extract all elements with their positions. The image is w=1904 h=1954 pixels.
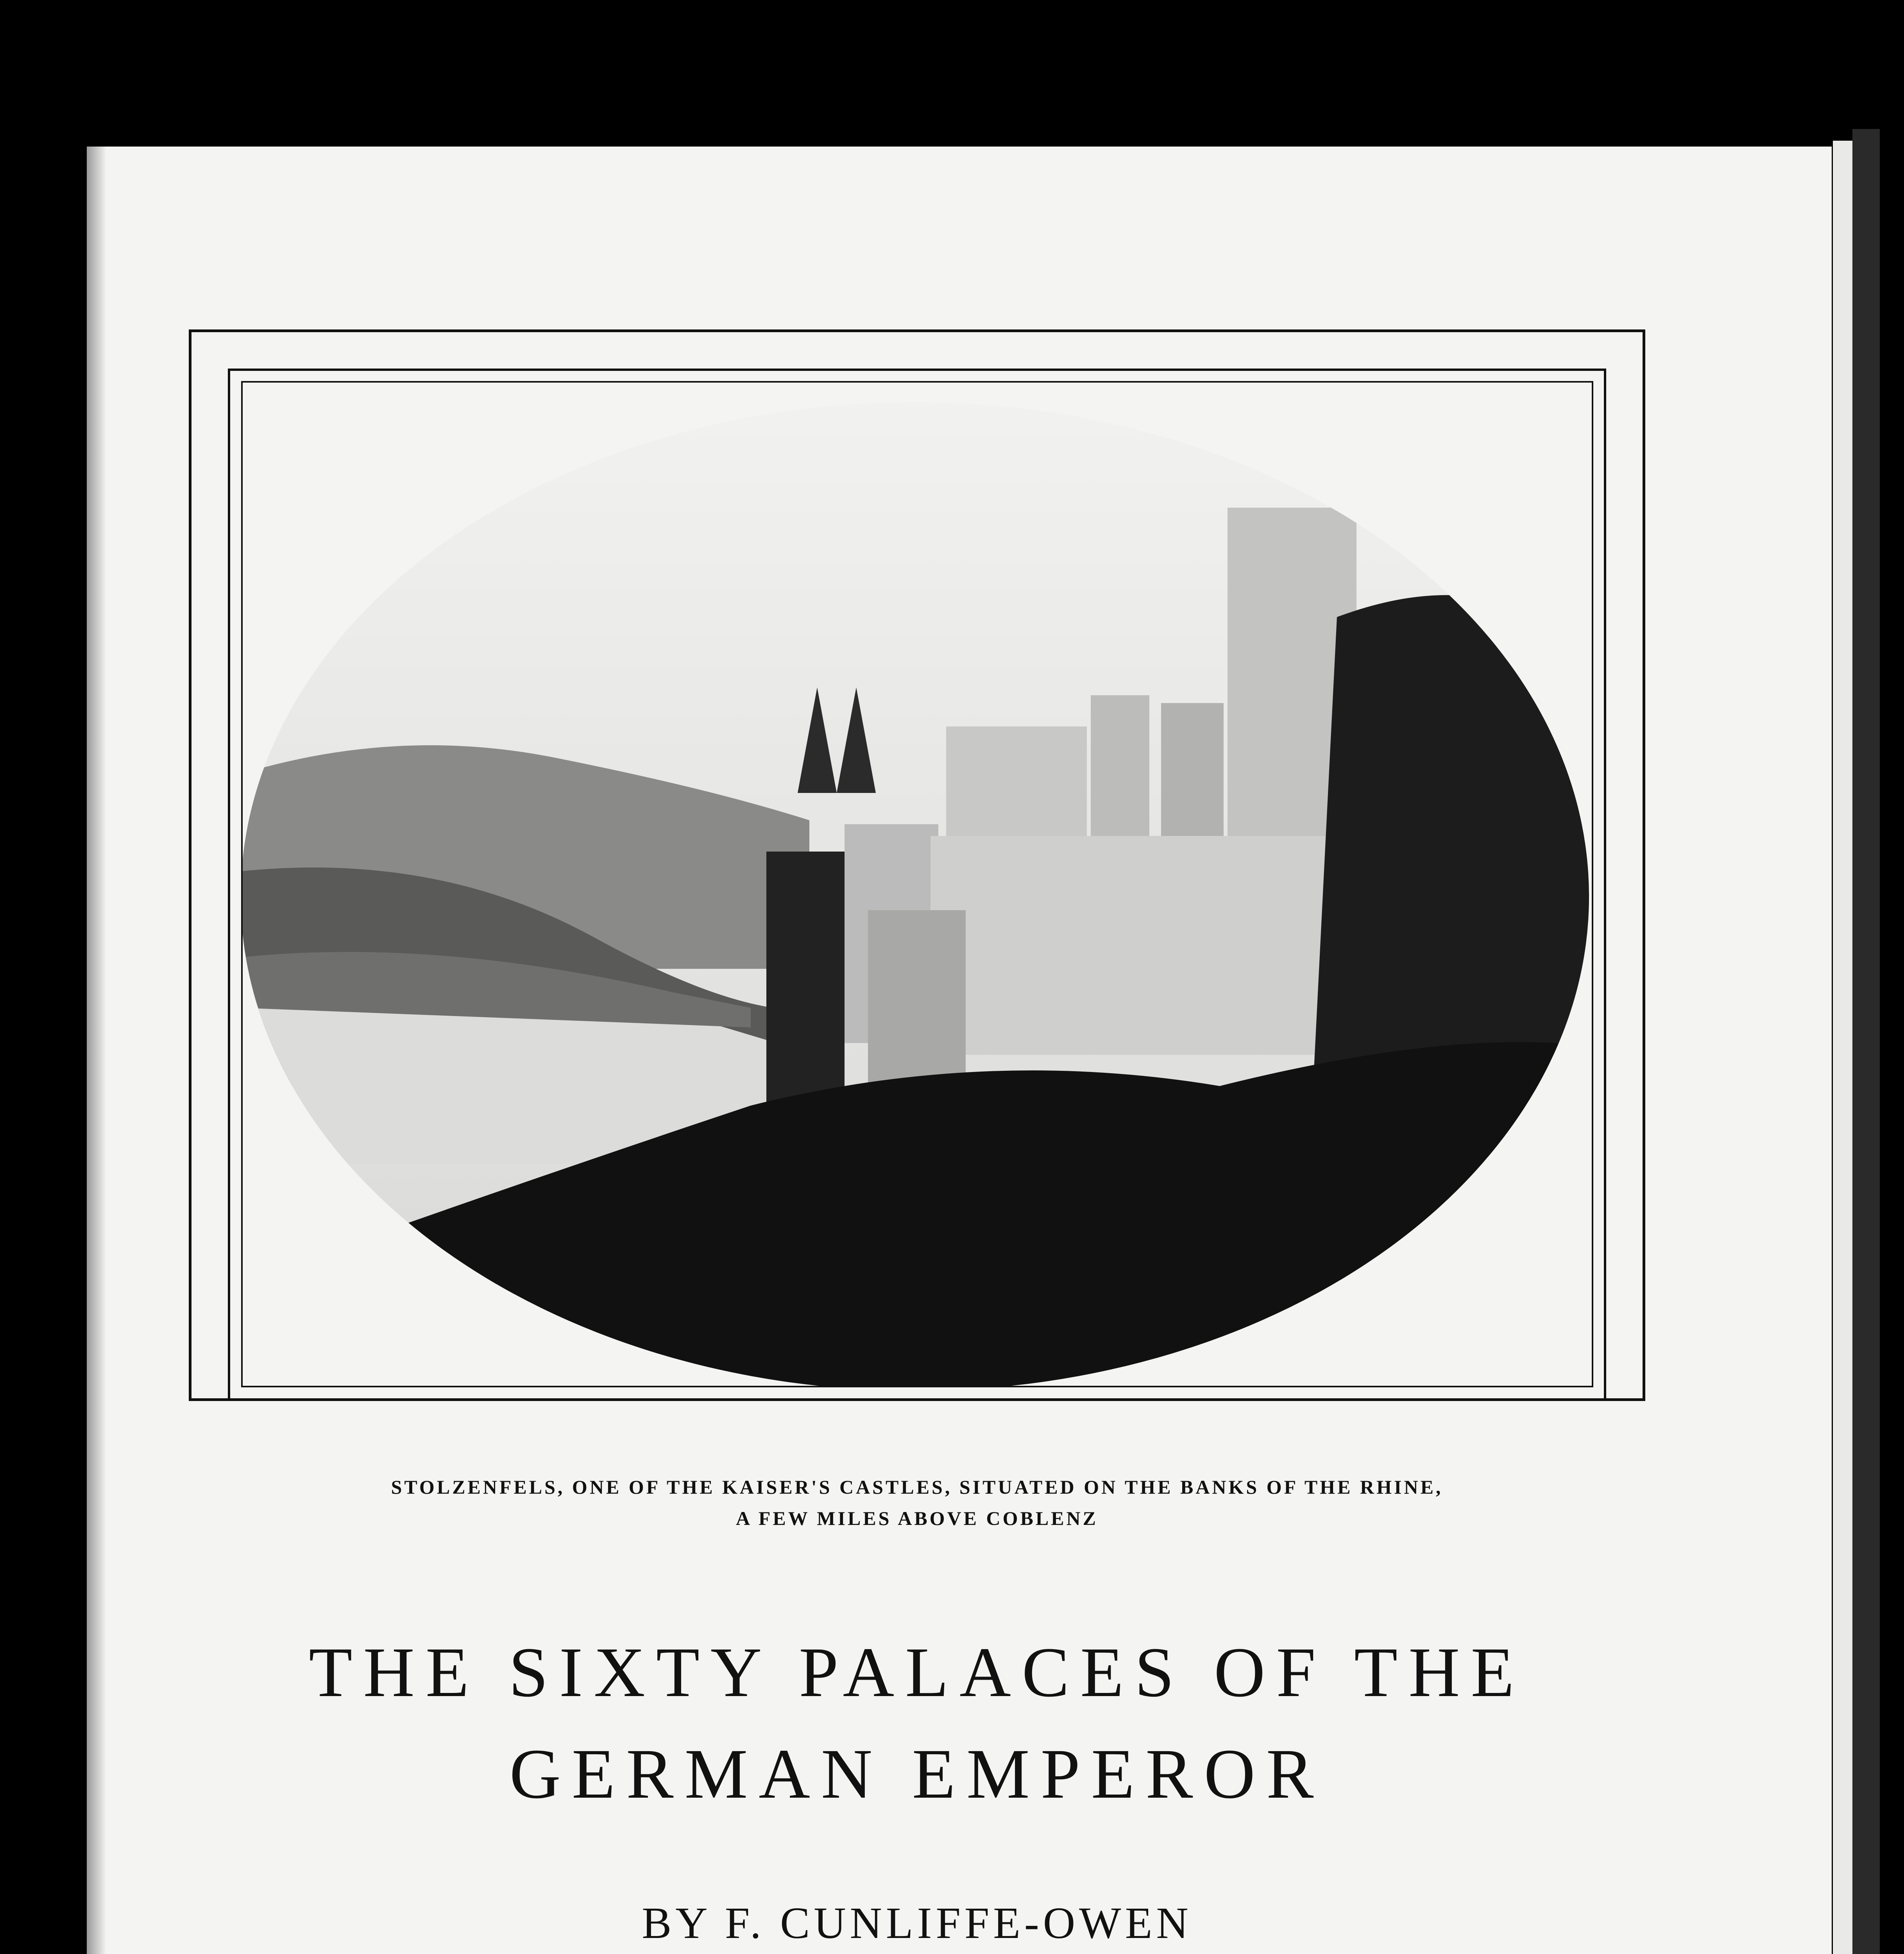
castle-photograph bbox=[243, 383, 1592, 1386]
photo-caption bbox=[189, 1471, 1645, 1534]
caption-line-2: A FEW MILES ABOVE COBLENZ bbox=[735, 1507, 1099, 1529]
page-gutter-shadow bbox=[87, 147, 106, 1954]
title-line-2: GERMAN EMPEROR bbox=[509, 1735, 1325, 1813]
facing-page-shadow bbox=[1852, 129, 1880, 1954]
byline: BY F. CUNLIFFE-OWEN bbox=[642, 1898, 1192, 1948]
title-line-1: THE SIXTY PALACES OF THE bbox=[309, 1633, 1525, 1712]
article-title bbox=[189, 1622, 1645, 1825]
caption-line-1: STOLZENFELS, ONE OF THE KAISER'S CASTLES, SITUATED ON THE BANKS OF THE RHINE, bbox=[391, 1476, 1443, 1498]
photo-frame-inner bbox=[241, 381, 1593, 1387]
